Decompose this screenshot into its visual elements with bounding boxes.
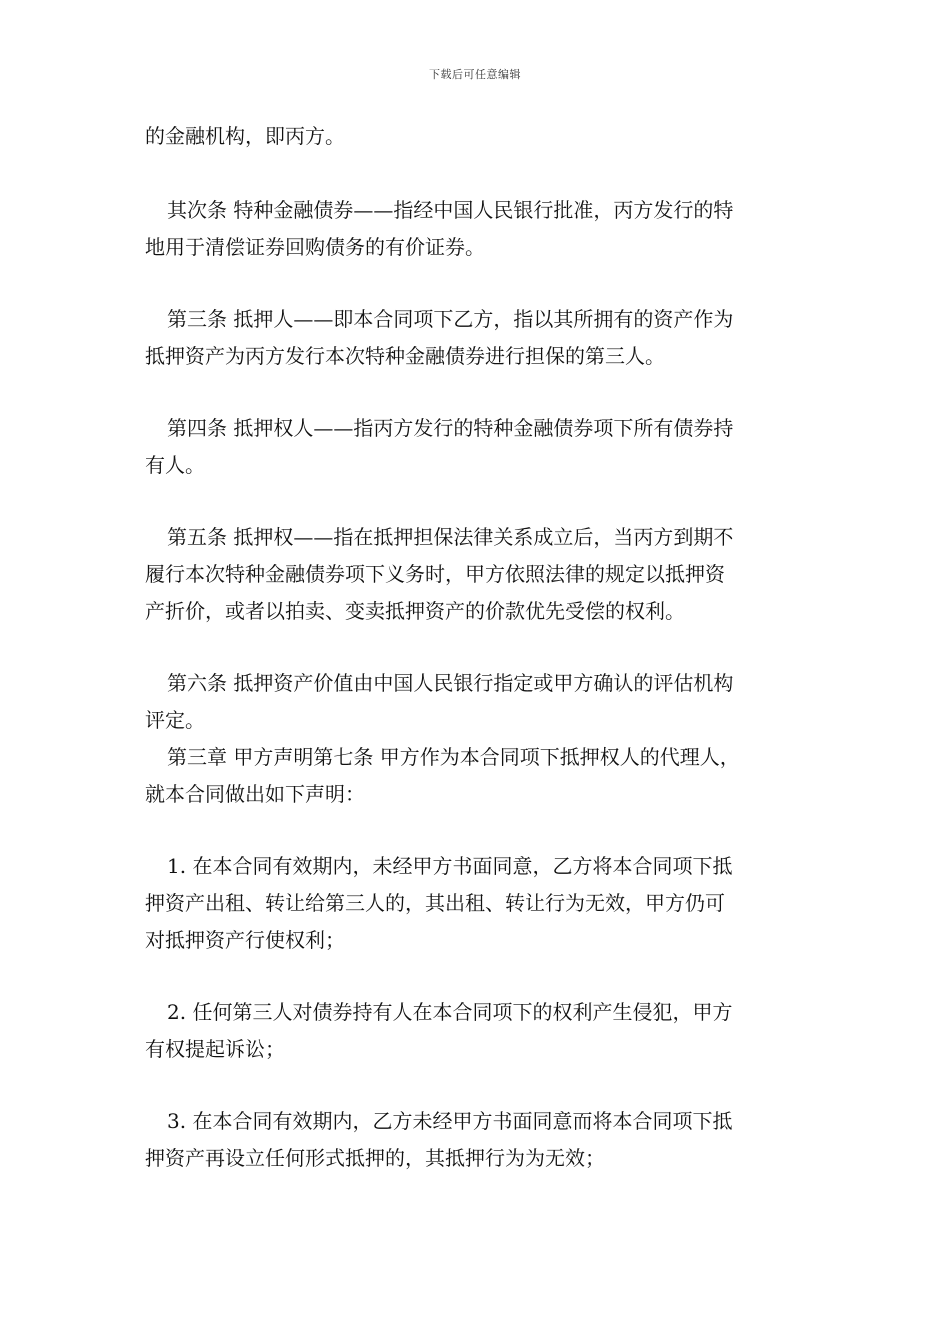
text-line: 押资产再设立任何形式抵押的，其抵押行为为无效；	[145, 1146, 605, 1170]
text-line: 的金融机构，即丙方。	[145, 124, 345, 148]
text-line: 抵押资产为丙方发行本次特种金融债券进行担保的第三人。	[145, 344, 665, 368]
text-line: 押资产出租、转让给第三人的，其出租、转让行为无效，甲方仍可	[145, 891, 725, 915]
text-line: 第六条 抵押资产价值由中国人民银行指定或甲方确认的评估机构	[167, 671, 734, 695]
text-line: 其次条 特种金融债券——指经中国人民银行批准，丙方发行的特	[167, 198, 734, 222]
text-line: 3. 在本合同有效期内，乙方未经甲方书面同意而将本合同项下抵	[167, 1109, 733, 1133]
text-line: 产折价，或者以拍卖、变卖抵押资产的价款优先受偿的权利。	[145, 599, 685, 623]
text-line: 评定。	[145, 708, 205, 732]
text-line: 地用于清偿证券回购债务的有价证券。	[145, 235, 485, 259]
text-line: 就本合同做出如下声明：	[145, 782, 365, 806]
text-line: 第三条 抵押人——即本合同项下乙方，指以其所拥有的资产作为	[167, 307, 734, 331]
text-line: 2. 任何第三人对债券持有人在本合同项下的权利产生侵犯，甲方	[167, 1000, 733, 1024]
text-line: 第三章 甲方声明第七条 甲方作为本合同项下抵押权人的代理人，	[167, 745, 740, 769]
text-line: 有人。	[145, 453, 205, 477]
page-header: 下载后可任意编辑	[429, 68, 521, 81]
text-line: 第四条 抵押权人——指丙方发行的特种金融债券项下所有债券持	[167, 416, 734, 440]
text-line: 1. 在本合同有效期内，未经甲方书面同意，乙方将本合同项下抵	[167, 854, 733, 878]
text-line: 履行本次特种金融债券项下义务时，甲方依照法律的规定以抵押资	[145, 562, 725, 586]
text-line: 有权提起诉讼；	[145, 1037, 285, 1061]
text-line: 对抵押资产行使权利；	[145, 928, 345, 952]
text-line: 第五条 抵押权——指在抵押担保法律关系成立后，当丙方到期不	[167, 525, 734, 549]
